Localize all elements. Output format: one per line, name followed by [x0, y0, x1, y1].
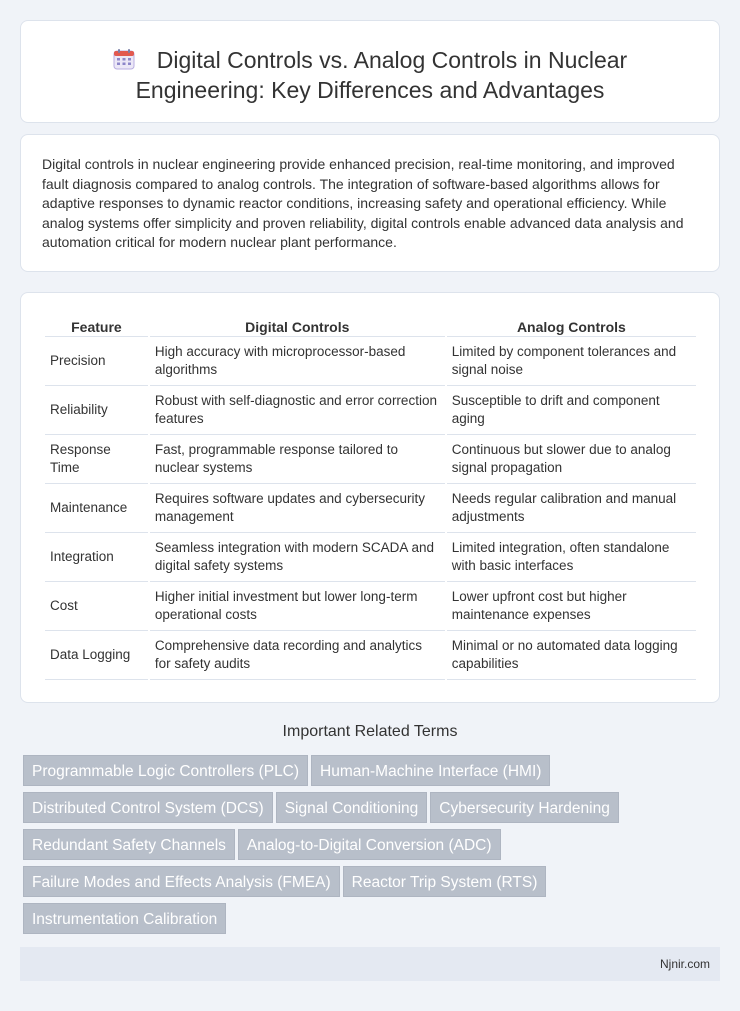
tag-row: [23, 792, 703, 829]
tag-row: [23, 866, 703, 903]
calendar-icon: [113, 48, 135, 70]
comparison-table: [43, 317, 698, 680]
table-cell-dig: Higher initial investment but lower long-term operational costs: [150, 582, 445, 631]
related-term-tag[interactable]: Programmable Logic Controllers (PLC): [23, 755, 308, 786]
related-term-tag[interactable]: Instrumentation Calibration: [23, 903, 226, 934]
related-term-tag[interactable]: Signal Conditioning: [276, 792, 428, 823]
footer: [20, 947, 720, 981]
related-terms-title: Important Related Terms: [282, 723, 458, 740]
table-cell-dig: Seamless integration with modern SCADA and digital safety systems: [150, 533, 445, 582]
table-cell-dig: Robust with self-diagnostic and error correction features: [150, 386, 445, 435]
summary-card: [20, 134, 720, 272]
comparison-table-card: [20, 292, 720, 703]
table-header-row: [45, 317, 696, 337]
related-term-tag[interactable]: Cybersecurity Hardening: [430, 792, 619, 823]
title-card: [20, 20, 720, 123]
page-title: [21, 45, 719, 105]
tag-row: [23, 755, 703, 792]
header-digital: Digital Controls: [150, 317, 445, 337]
related-term-tag[interactable]: Redundant Safety Channels: [23, 829, 235, 860]
table-cell-feat: Integration: [45, 533, 148, 582]
tag-row: [23, 829, 703, 866]
table-row: [45, 582, 696, 631]
table-row: [45, 533, 696, 582]
header-analog: Analog Controls: [447, 317, 696, 337]
related-term-tag[interactable]: Reactor Trip System (RTS): [343, 866, 547, 897]
header-feature: Feature: [45, 317, 148, 337]
table-cell-dig: Comprehensive data recording and analytics for safety audits: [150, 631, 445, 680]
table-cell-feat: Maintenance: [45, 484, 148, 533]
table-cell-ana: Limited integration, often standalone with basic interfaces: [447, 533, 696, 582]
table-row: [45, 386, 696, 435]
tag-row: [23, 903, 703, 940]
table-cell-feat: Reliability: [45, 386, 148, 435]
table-row: [45, 484, 696, 533]
related-terms-list: [23, 755, 703, 940]
summary-text: Digital controls in nuclear engineering provide enhanced precision, real-time monitoring, and improved fault diagnosis compared to analog controls. The integration of software-based algorithms allows for adaptive responses to dynamic reactor conditions, increasing safety and operational efficiency. While analog systems offer simplicity and proven reliability, digital controls enable advanced data analysis and automation critical for modern nuclear plant performance.: [42, 156, 684, 251]
table-cell-ana: Needs regular calibration and manual adjustments: [447, 484, 696, 533]
title-line-2: Engineering: Key Differences and Advantages: [135, 77, 605, 103]
table-row: [45, 337, 696, 386]
table-cell-feat: Cost: [45, 582, 148, 631]
related-term-tag[interactable]: Human-Machine Interface (HMI): [311, 755, 550, 786]
related-term-tag[interactable]: Distributed Control System (DCS): [23, 792, 273, 823]
table-cell-dig: Requires software updates and cybersecurity management: [150, 484, 445, 533]
related-term-tag[interactable]: Failure Modes and Effects Analysis (FMEA): [23, 866, 340, 897]
table-cell-feat: Data Logging: [45, 631, 148, 680]
table-cell-ana: Limited by component tolerances and signal noise: [447, 337, 696, 386]
table-row: [45, 435, 696, 484]
table-cell-ana: Susceptible to drift and component aging: [447, 386, 696, 435]
table-cell-dig: High accuracy with microprocessor-based algorithms: [150, 337, 445, 386]
table-cell-ana: Minimal or no automated data logging capabilities: [447, 631, 696, 680]
title-line-1: Digital Controls vs. Analog Controls in Nuclear: [156, 47, 628, 73]
table-cell-feat: Precision: [45, 337, 148, 386]
related-term-tag[interactable]: Analog-to-Digital Conversion (ADC): [238, 829, 501, 860]
table-cell-feat: Response Time: [45, 435, 148, 484]
footer-site: Njnir.com: [659, 957, 710, 971]
table-row: [45, 631, 696, 680]
table-cell-dig: Fast, programmable response tailored to nuclear systems: [150, 435, 445, 484]
table-cell-ana: Lower upfront cost but higher maintenance expenses: [447, 582, 696, 631]
table-cell-ana: Continuous but slower due to analog signal propagation: [447, 435, 696, 484]
